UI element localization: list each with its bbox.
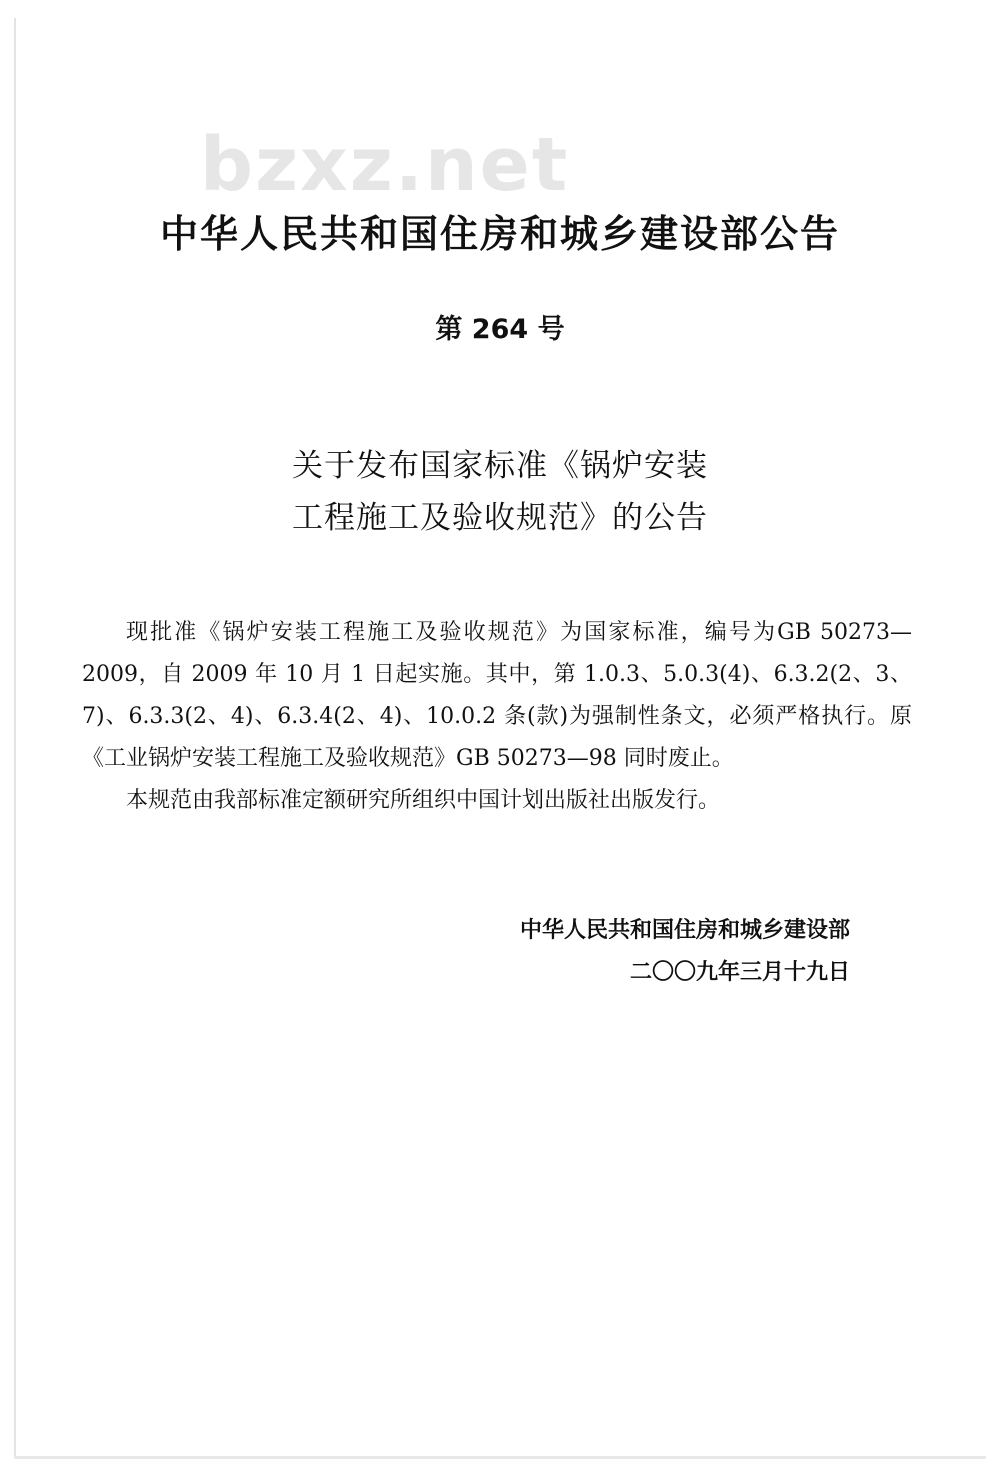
announcement-body: [82, 612, 912, 822]
body-paragraph-2: 本规范由我部标准定额研究所组织中国计划出版社出版发行。: [126, 788, 721, 813]
announcement-number: 第 264 号: [435, 314, 565, 345]
issue-date: 二〇〇九年三月十九日: [629, 960, 850, 985]
issuer-name: 中华人民共和国住房和城乡建设部: [519, 918, 850, 943]
subtitle-line-1: 关于发布国家标准《锅炉安装: [292, 448, 708, 484]
announcement-title: 中华人民共和国住房和城乡建设部公告: [159, 212, 840, 256]
watermark: bzxz.net: [200, 122, 570, 208]
subtitle-line-2: 工程施工及验收规范》的公告: [292, 500, 708, 536]
page-bottom-edge: [14, 1456, 986, 1459]
signature-block: [420, 910, 850, 994]
announcement-subtitle: [0, 440, 1000, 544]
body-paragraph-1: 现批准《锅炉安装工程施工及验收规范》为国家标准，编号为GB 50273—2009，自 2009 年 10 月 1 日起实施。其中，第 1.0.3、5.0.3(4)、6.3.2(2、3、7)、6.3.3(2、4)、6.3.4(2、4)、10.0.2 条(款)为强制性条文，必须严格执行。原《工业锅炉安装工程施工及验收规范》GB 50273—98 同时废止。: [82, 620, 912, 771]
